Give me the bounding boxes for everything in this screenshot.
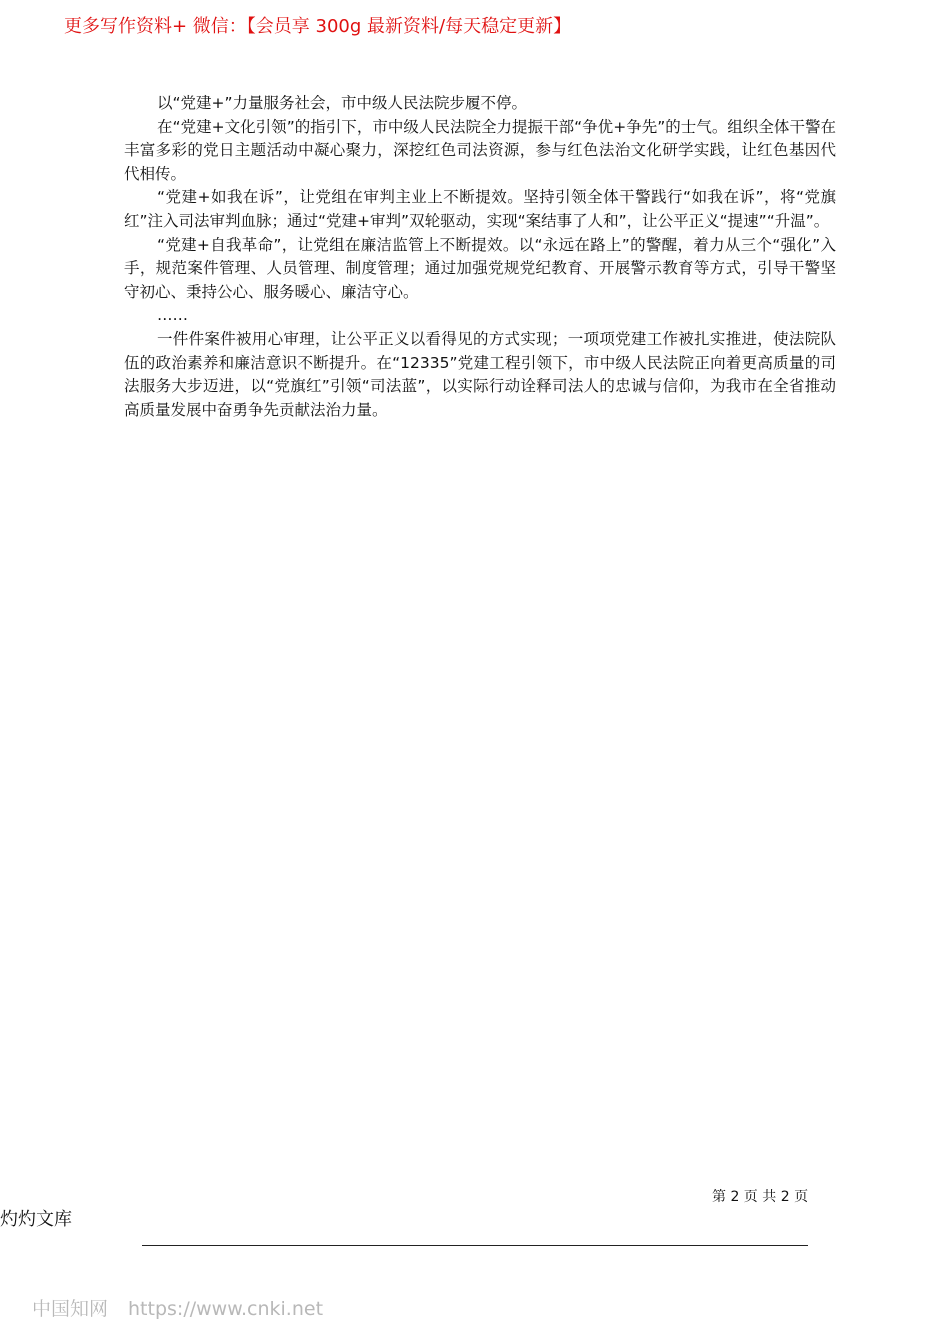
ellipsis-paragraph: …… [157,306,188,325]
paragraph: 一件件案件被用心审理，让公平正义以看得见的方式实现；一项项党建工作被扎实推进，使法院队伍的政治素养和廉洁意识不断提升。在“12335”党建工程引领下，市中级人民法院正向着更高质量的司法服务大步迈进，以“党旗红”引领“司法蓝”，以实际行动诠释司法人的忠诚与信仰，为我市在全省推动高质量发展中奋勇争先贡献法治力量。 [124,329,836,419]
watermark-brand: 中国知网 [32,1298,109,1320]
document-body [124,92,836,422]
watermark-url: https://www.cnki.net [128,1298,324,1320]
paragraph: “党建+如我在诉”，让党组在审判主业上不断提效。坚持引领全体干警践行“如我在诉”，将“党旗红”注入司法审判血脉；通过“党建+审判”双轮驱动，实现“案结事了人和”，让公平正义“提速”“升温”。 [124,188,836,230]
promo-banner: 更多写作资料+ 微信：【会员享 300g 最新资料/每天稳定更新】 [64,16,572,37]
paragraph: 在“党建+文化引领”的指引下，市中级人民法院全力提振干部“争优+争先”的士气。组织全体干警在丰富多彩的党日主题活动中凝心聚力，深挖红色司法资源，参与红色法治文化研学实践，让红色基因代代相传。 [124,117,836,183]
footer-divider [142,1245,808,1246]
page-number: 第 2 页 共 2 页 [712,1189,809,1205]
paragraph: “党建+自我革命”，让党组在廉洁监管上不断提效。以“永远在路上”的警醒，着力从三个“强化”入手，规范案件管理、人员管理、制度管理；通过加强党规党纪教育、开展警示教育等方式，引导干警坚守初心、秉持公心、服务暖心、廉洁守心。 [124,235,836,301]
paragraph: 以“党建+”力量服务社会，市中级人民法院步履不停。 [157,94,528,112]
library-name: 灼灼文库 [0,1209,72,1230]
watermark [32,1294,323,1321]
